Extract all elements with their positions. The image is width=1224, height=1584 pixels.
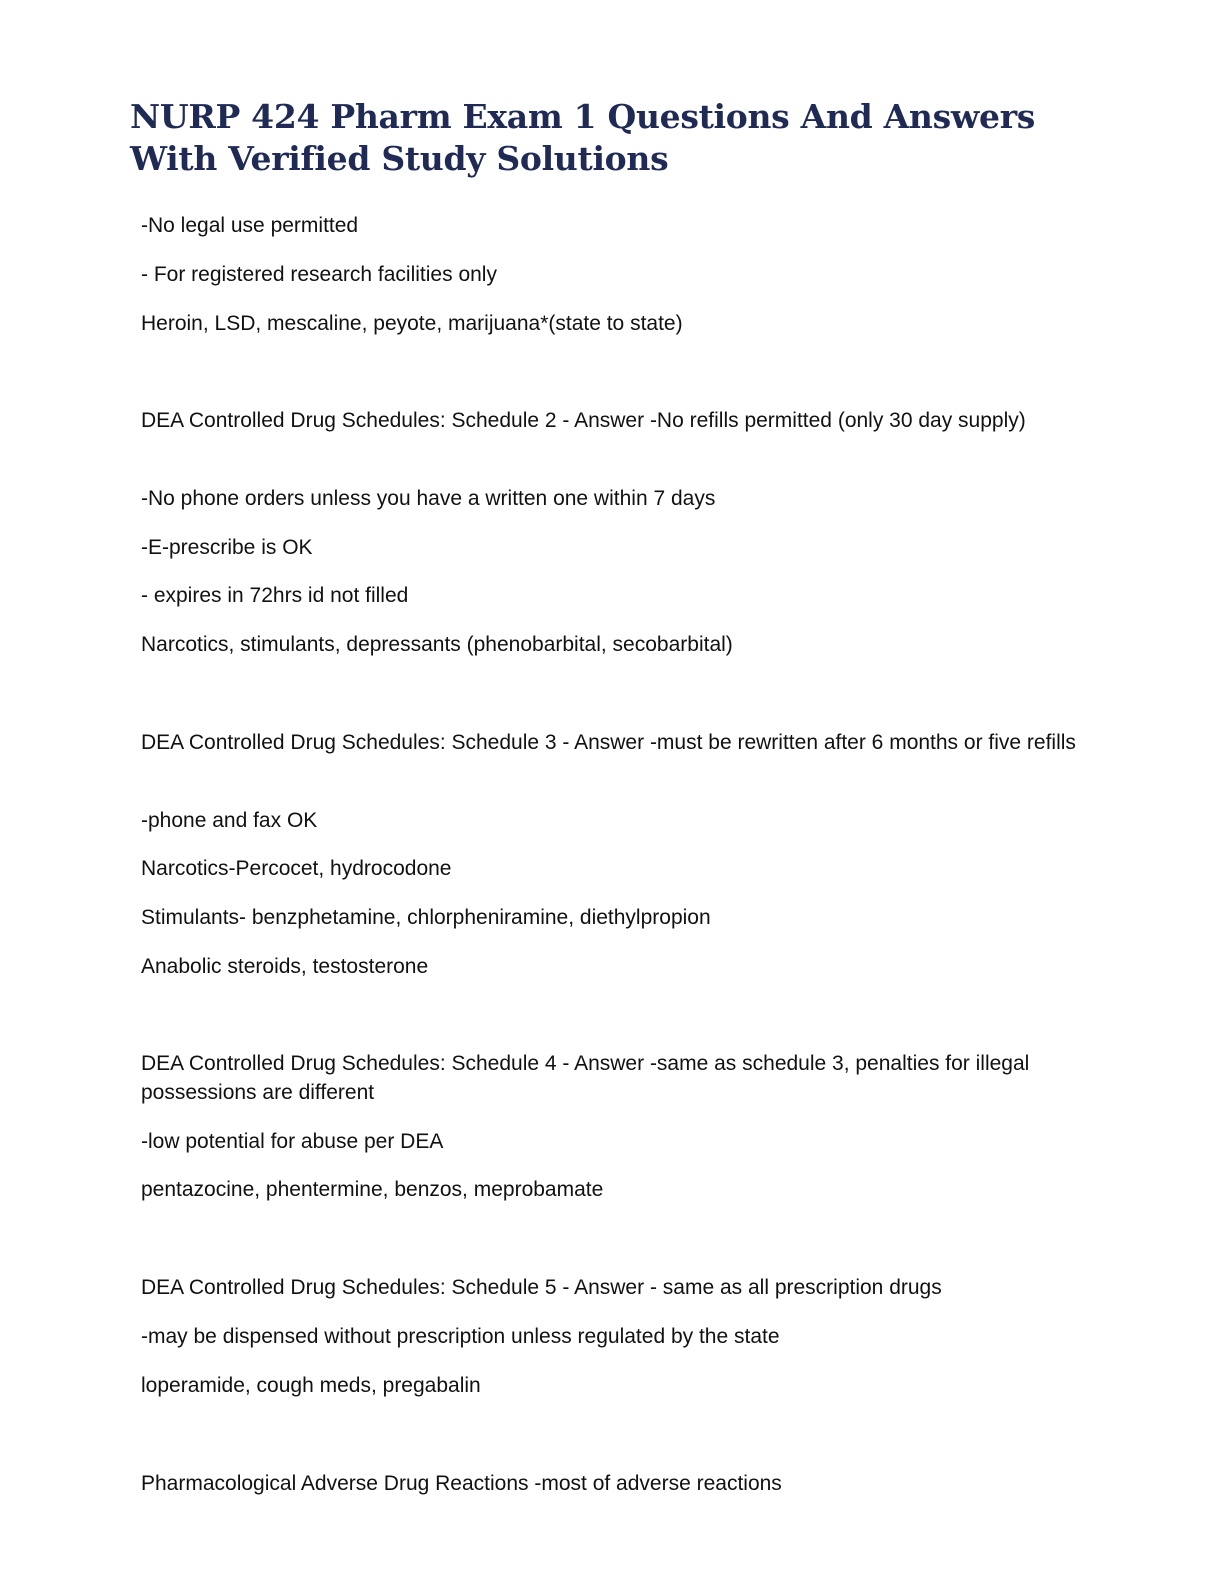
question-line: Pharmacological Adverse Drug Reactions -most of adverse reactions: [141, 1472, 782, 1495]
text-line: pentazocine, phentermine, benzos, meprobamate: [141, 1178, 604, 1201]
text-line: - expires in 72hrs id not filled: [141, 584, 409, 607]
question-line: DEA Controlled Drug Schedules: Schedule 3 - Answer -must be rewritten after 6 months or five refills: [141, 731, 1076, 754]
text-line: -low potential for abuse per DEA: [141, 1130, 444, 1153]
document-title: NURP 424 Pharm Exam 1 Questions And Answers With Verified Study Solutions: [130, 97, 1036, 178]
text-line: -No legal use permitted: [141, 214, 359, 237]
text-line: -E-prescribe is OK: [141, 536, 313, 559]
text-line: Narcotics, stimulants, depressants (phenobarbital, secobarbital): [141, 633, 733, 656]
text-line: Narcotics-Percocet, hydrocodone: [141, 857, 452, 880]
text-line: -phone and fax OK: [141, 809, 318, 832]
text-line: Anabolic steroids, testosterone: [141, 955, 429, 978]
text-line: Stimulants- benzphetamine, chlorpheniramine, diethylpropion: [141, 906, 711, 929]
question-line: DEA Controlled Drug Schedules: Schedule 2 - Answer -No refills permitted (only 30 day supply): [141, 409, 1026, 432]
text-line: - For registered research facilities only: [141, 263, 497, 286]
text-line: loperamide, cough meds, pregabalin: [141, 1374, 481, 1397]
question-line: DEA Controlled Drug Schedules: Schedule 5 - Answer - same as all prescription drugs: [141, 1276, 942, 1299]
text-line: -No phone orders unless you have a written one within 7 days: [141, 487, 716, 510]
text-line: Heroin, LSD, mescaline, peyote, marijuana*(state to state): [141, 312, 683, 335]
text-line: -may be dispensed without prescription unless regulated by the state: [141, 1325, 780, 1348]
question-line: DEA Controlled Drug Schedules: Schedule 4 - Answer -same as schedule 3, penalties for illegal possessions are different: [141, 1052, 1030, 1104]
